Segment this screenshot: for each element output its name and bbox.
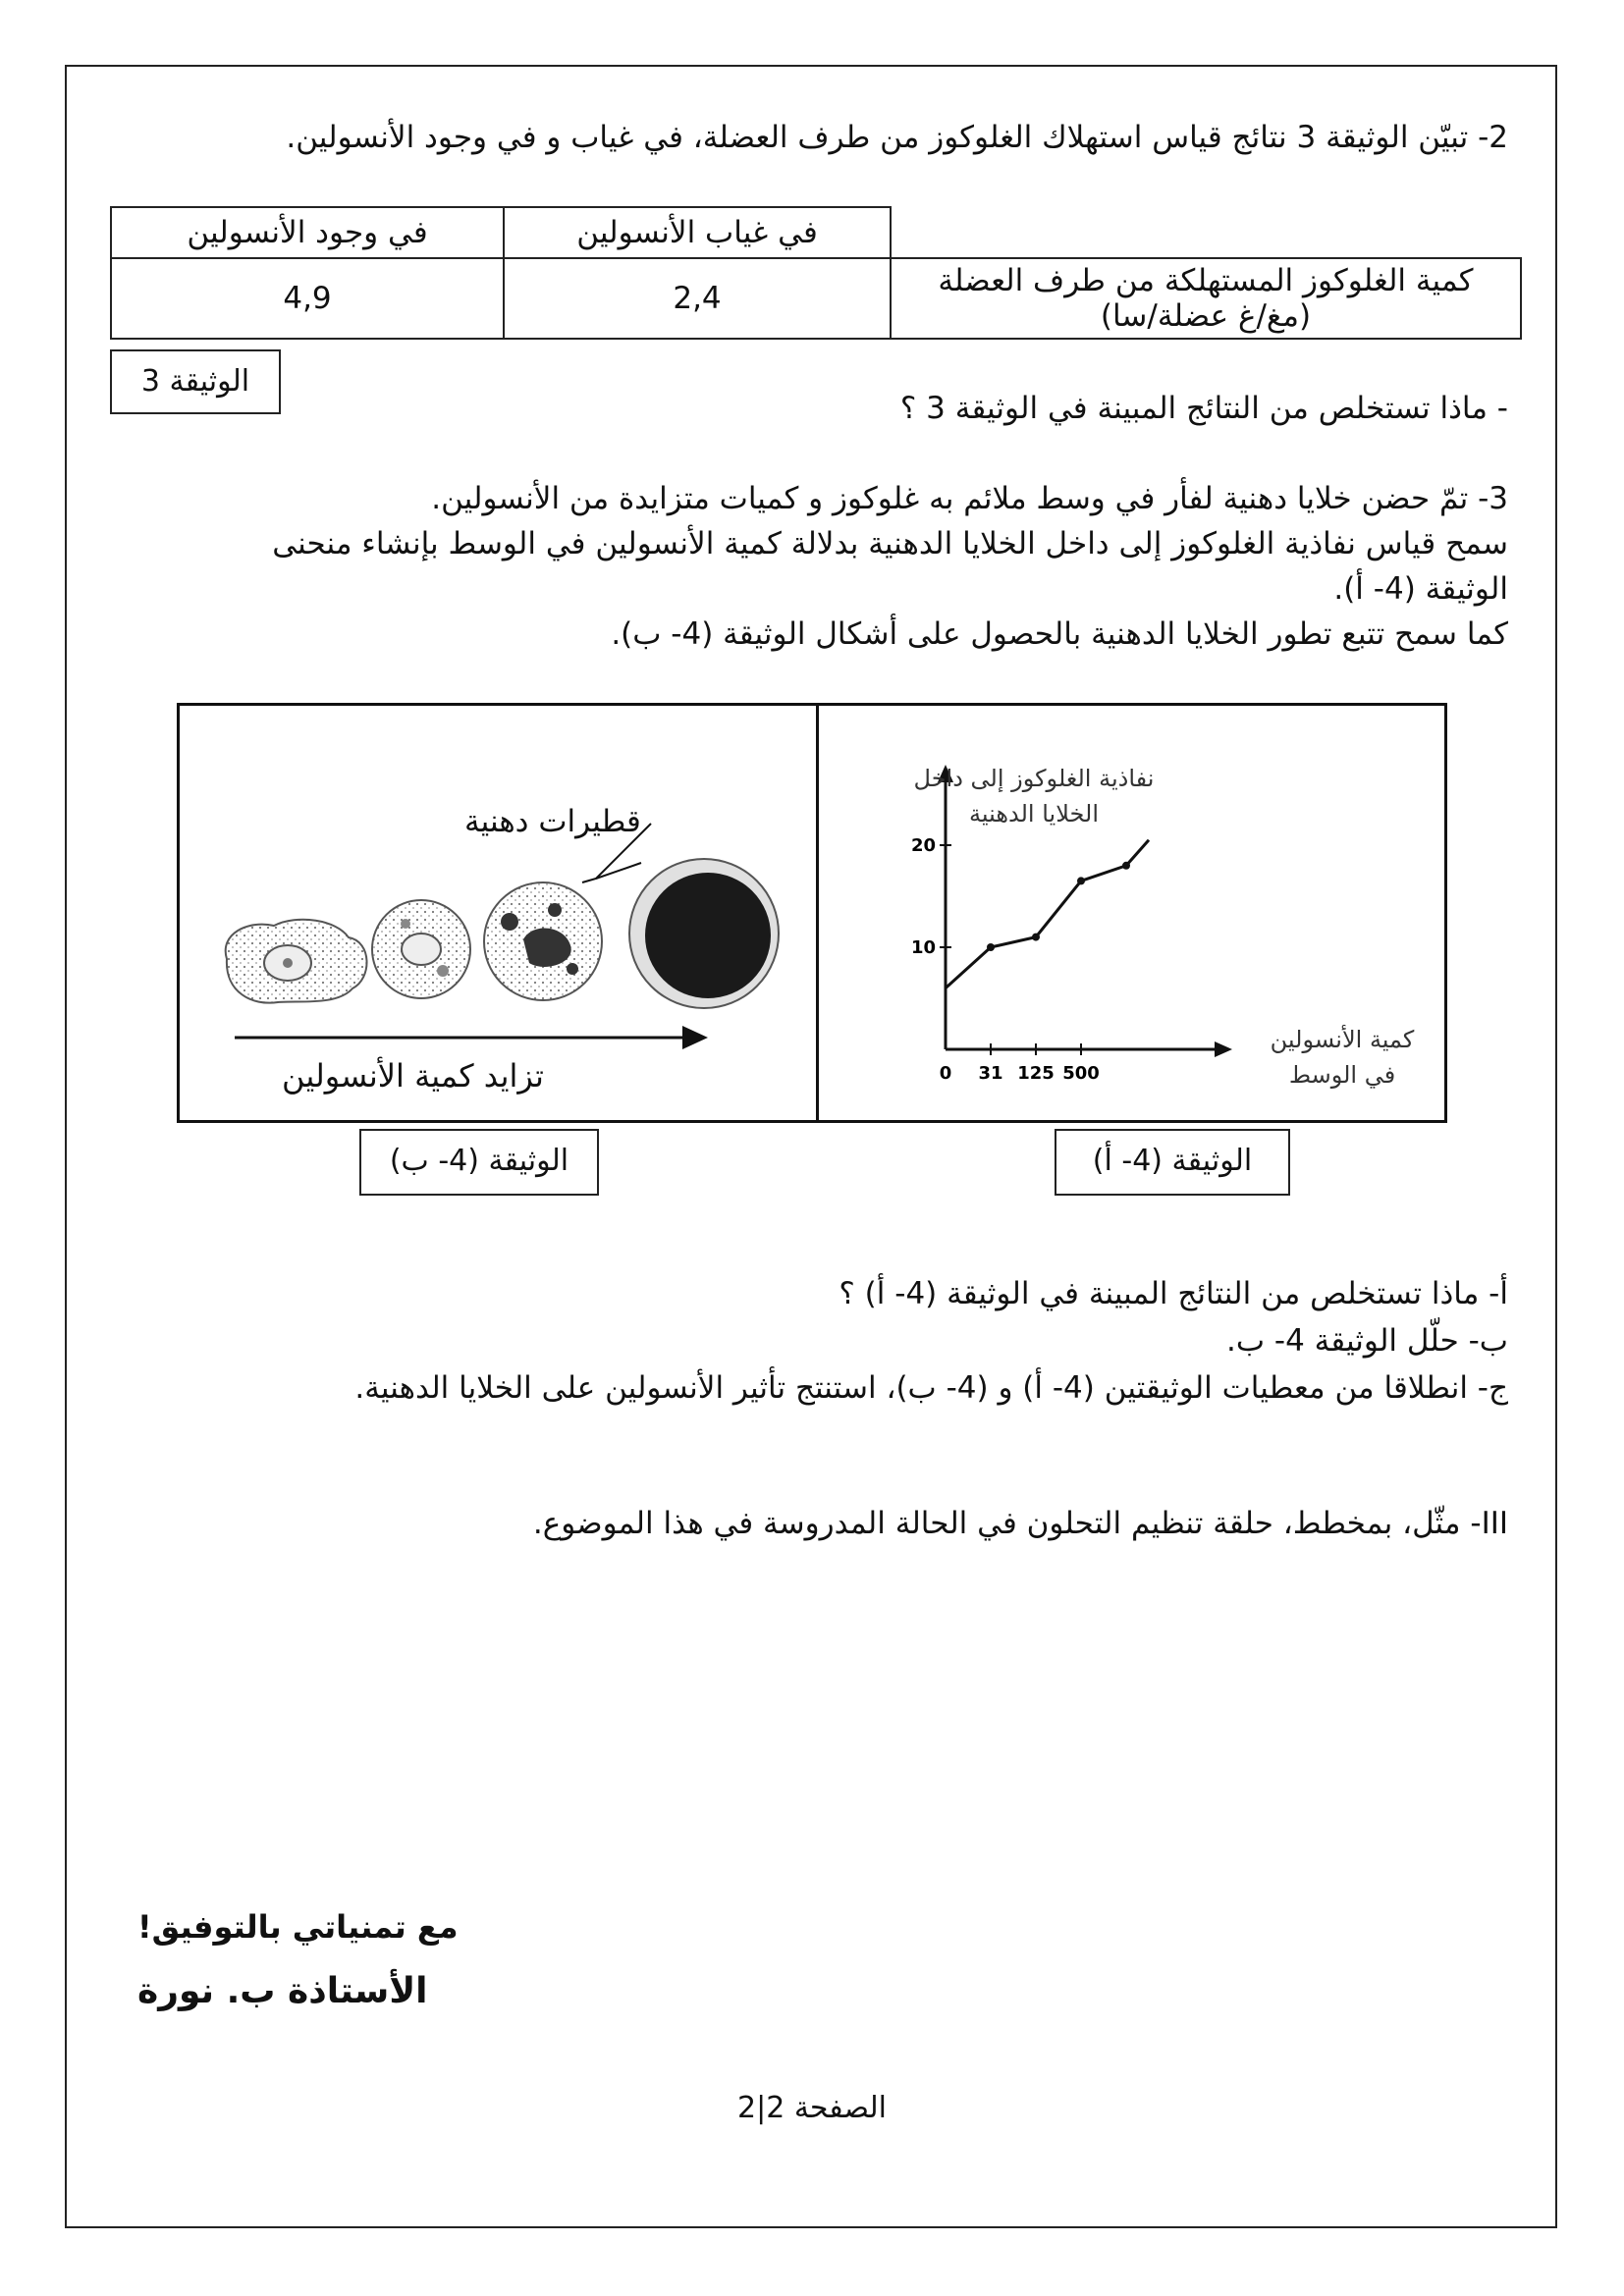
header-absence: في غياب الأنسولين	[504, 207, 891, 258]
q2-question: - ماذا تستخلص من النتائج المبينة في الوثيقة 3 ؟	[899, 391, 1508, 426]
q3-question-c: ج- انطلاقا من معطيات الوثيقتين (4- أ) و (4- ب)، استنتج تأثير الأنسولين على الخلايا الدهنية.	[354, 1370, 1508, 1406]
y-tick-label: 10	[910, 937, 936, 958]
arrow-label: تزايد كمية الأنسولين	[282, 1057, 544, 1095]
curve-point	[1122, 862, 1130, 870]
y-tick-label: 20	[910, 835, 936, 856]
row-label	[891, 258, 1521, 339]
permeability-curve	[946, 840, 1149, 988]
doc4a-label: الوثيقة (4- أ)	[1055, 1129, 1290, 1196]
q3-line2: سمح قياس نفاذية الغلوكوز إلى داخل الخلايا الدهنية بدلالة كمية الأنسولين في الوسط بإنشاء منحنى	[272, 526, 1508, 561]
cell-stage-2	[372, 900, 470, 998]
q3-line3: الوثيقة (4- أ).	[1333, 571, 1508, 607]
value-absence: 2,4	[504, 258, 891, 339]
cell-stage-1	[226, 920, 367, 1003]
part3-question: III- مثّل، بمخطط، حلقة تنظيم التحلون في الحالة المدروسة في هذا الموضوع.	[532, 1506, 1508, 1541]
chart-ylabel-line2: الخلايا الدهنية	[969, 800, 1099, 828]
x-tick-label: 0	[939, 1063, 952, 1084]
x-axis-arrowhead	[1215, 1041, 1232, 1057]
curve-point	[987, 943, 995, 951]
q3-question-a: أ- ماذا تستخلص من النتائج المبينة في الوثيقة (4- أ) ؟	[839, 1276, 1508, 1311]
x-tick-label: 500	[1062, 1063, 1100, 1084]
signature-wish: مع تمنياتي بالتوفيق!	[137, 1908, 459, 1946]
q3-line1: 3- تمّ حضن خلايا دهنية لفأر في وسط ملائم به غلوكوز و كميات متزايدة من الأنسولين.	[431, 481, 1508, 516]
x-tick-label: 31	[978, 1063, 1003, 1084]
signature-teacher: الأستاذة ب. نورة	[137, 1971, 428, 2011]
droplets-label: قطيرات دهنية	[464, 804, 641, 839]
chart-xlabel-line2: في الوسط	[1288, 1061, 1396, 1089]
row-label-line1: كمية الغلوكوز المستهلكة من طرف العضلة	[938, 263, 1474, 298]
q2-intro: 2- تبيّن الوثيقة 3 نتائج قياس استهلاك الغلوكوز من طرف العضلة، في غياب و في وجود الأنسولين.	[286, 120, 1508, 155]
cell-stage-4	[629, 859, 779, 1008]
doc3-label: الوثيقة 3	[110, 349, 281, 414]
chart-ylabel-line1: نفاذية الغلوكوز إلى داخل	[913, 765, 1155, 792]
chart-xlabel-line1: كمية الأنسولين	[1270, 1026, 1415, 1053]
insulin-arrowhead	[682, 1026, 708, 1049]
table-empty-corner	[891, 207, 1521, 258]
row-label-line2: (مغ/غ عضلة/سا)	[1100, 298, 1312, 334]
curve-point	[1032, 934, 1040, 941]
results-table	[110, 206, 1522, 340]
curve-point	[1077, 877, 1085, 884]
q3-line4: كما سمح تتبع تطور الخلايا الدهنية بالحصول على أشكال الوثيقة (4- ب).	[611, 616, 1508, 652]
value-presence: 4,9	[111, 258, 504, 339]
chart-ylabel	[877, 761, 1191, 831]
chart-xlabel	[1254, 1022, 1431, 1093]
x-tick-label: 125	[1017, 1063, 1055, 1084]
figure-panel	[177, 703, 1447, 1123]
header-presence: في وجود الأنسولين	[111, 207, 504, 258]
q3-question-b: ب- حلّل الوثيقة 4- ب.	[1225, 1323, 1508, 1359]
figure-divider	[816, 706, 819, 1120]
cell-stage-3	[484, 882, 602, 1000]
page-number: الصفحة 2|2	[737, 2091, 887, 2125]
doc4b-label: الوثيقة (4- ب)	[359, 1129, 599, 1196]
